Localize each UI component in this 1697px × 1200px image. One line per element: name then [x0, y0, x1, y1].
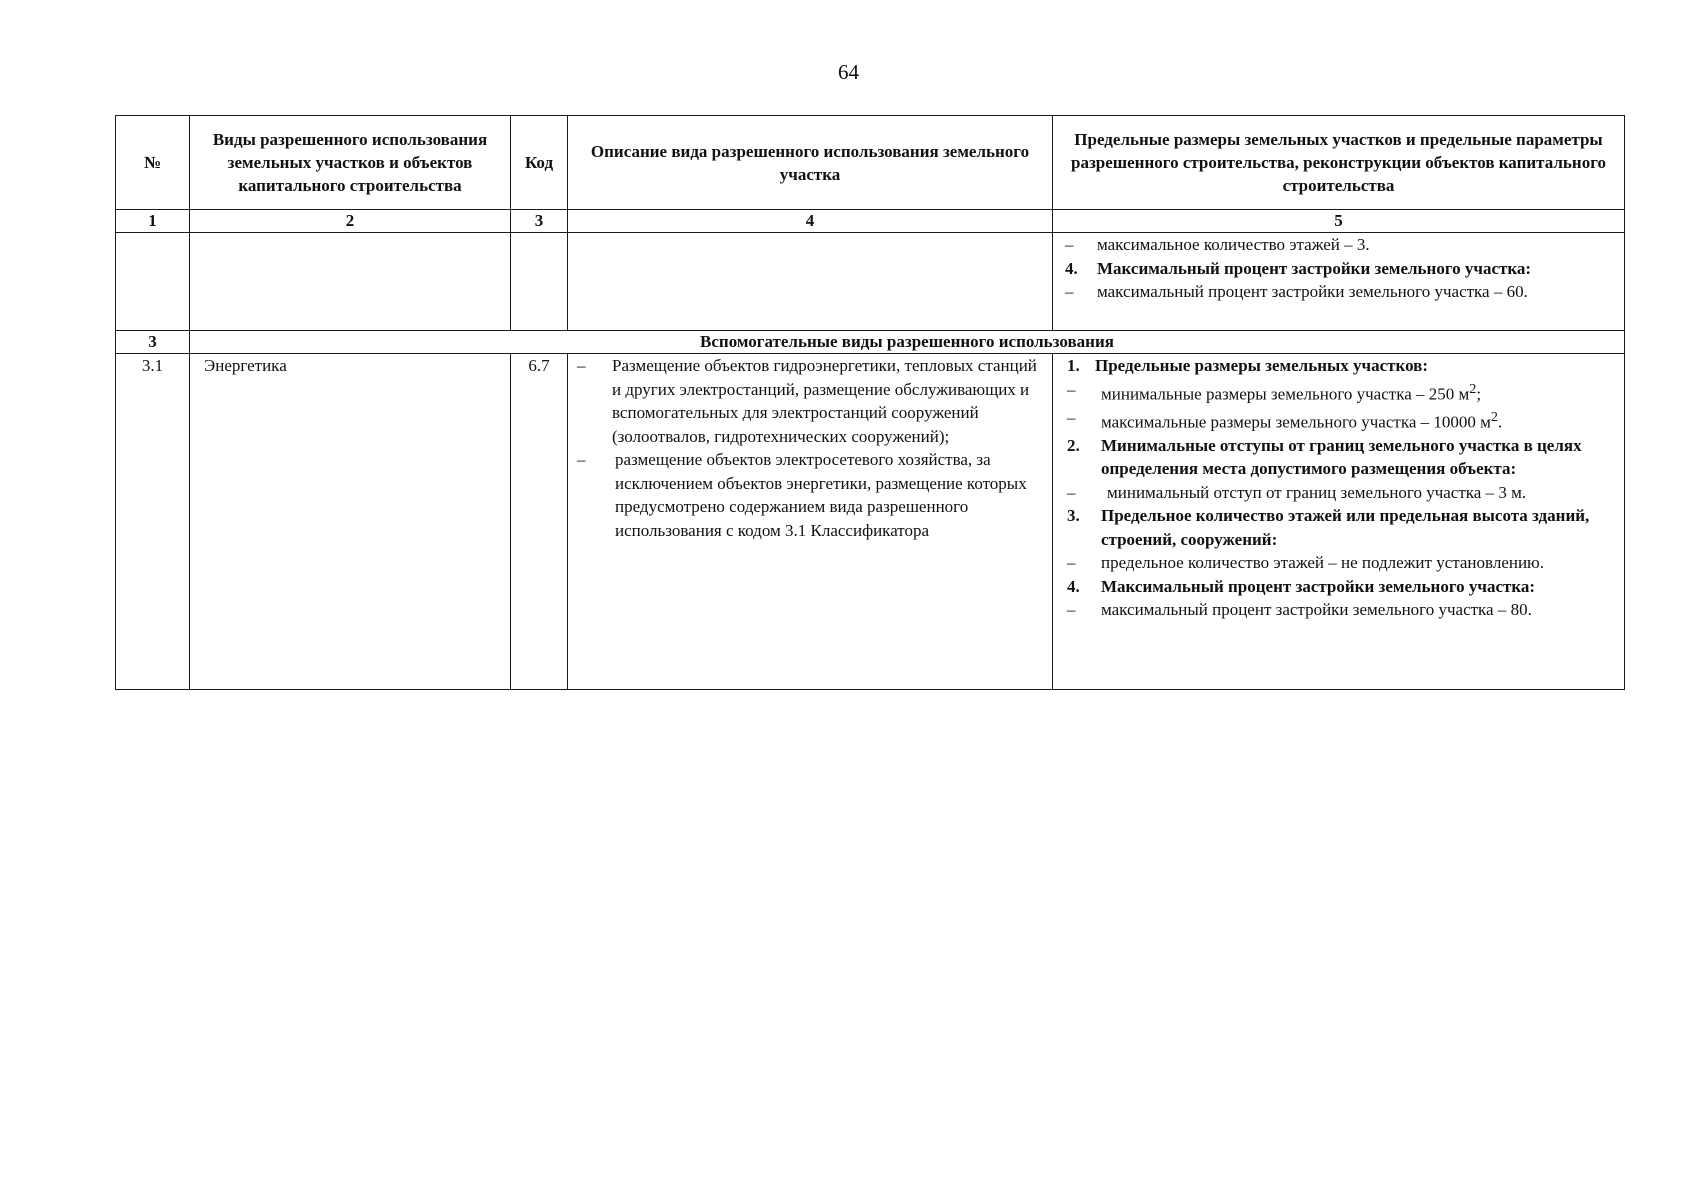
- row-use-name: Энергетика: [190, 354, 511, 690]
- description-item: [572, 448, 1048, 542]
- param-text: минимальные размеры земельного участка – 250 м: [1101, 384, 1470, 404]
- list-marker: 1.: [1067, 356, 1080, 375]
- param-text: Минимальные отступы от границ земельного участка в целях определения места допустимого размещения объекта:: [1101, 435, 1582, 479]
- param-item: [1057, 406, 1620, 434]
- description-text: Размещение объектов гидроэнергетики, тепловых станций и других электростанций, размещение обслуживающих и вспомогательных для электростанций сооружений (золоотвалов, гидротехнических сооружений);: [612, 356, 1037, 446]
- section-number: 3: [116, 331, 190, 354]
- param-text: предельное количество этажей – не подлежит установлению.: [1101, 553, 1545, 573]
- list-marker: 3.: [1067, 506, 1080, 526]
- list-marker: 4.: [1065, 258, 1078, 278]
- param-item: [1057, 551, 1620, 575]
- description-item: [572, 354, 1048, 448]
- superscript: 2: [1469, 380, 1477, 397]
- cell-empty: [511, 233, 568, 331]
- section-row: [116, 331, 1625, 354]
- header-use-types: Виды разрешенного использования земельных участков и объектов капитального строительства: [190, 116, 511, 210]
- param-item: [1057, 598, 1620, 622]
- header-description: Описание вида разрешенного использования земельного участка: [568, 116, 1053, 210]
- list-marker: –: [577, 450, 586, 469]
- param-text: Максимальный процент застройки земельного участка:: [1101, 576, 1536, 596]
- param-item: [1057, 481, 1620, 505]
- description-text: размещение объектов электросетевого хозяйства, за исключением объектов энергетики, размещение которых предусмотрено содержанием вида разрешенного использования с кодом 3.1 Классификатора: [615, 450, 1027, 540]
- param-heading: [1057, 434, 1620, 481]
- header-parameters: Предельные размеры земельных участков и предельные параметры разрешенного строительства, реконструкции объектов капитального строительства: [1053, 116, 1625, 210]
- list-marker: –: [1065, 235, 1074, 254]
- table-header-row: [116, 116, 1625, 210]
- section-title: Вспомогательные виды разрешенного использования: [190, 331, 1625, 354]
- param-text: максимальный процент застройки земельного участка – 80.: [1101, 600, 1532, 620]
- param-text: Максимальный процент застройки земельного участка:: [1097, 258, 1532, 278]
- superscript: 2: [1490, 408, 1498, 425]
- param-text: максимальный процент застройки земельного участка – 60.: [1097, 282, 1528, 301]
- param-item: [1057, 378, 1620, 406]
- row-code: 6.7: [511, 354, 568, 690]
- header-code: Код: [511, 116, 568, 210]
- page-number: 64: [838, 60, 859, 84]
- continuation-row: [116, 233, 1625, 331]
- cell-params-continued: [1053, 233, 1625, 331]
- param-text: Предельное количество этажей или предельная высота зданий, строений, сооружений:: [1101, 506, 1590, 549]
- list-marker: –: [1067, 553, 1076, 573]
- header-number: №: [116, 116, 190, 210]
- list-marker: –: [1065, 282, 1074, 301]
- list-marker: –: [1067, 407, 1076, 427]
- param-text: максимальное количество этажей – 3.: [1097, 235, 1370, 254]
- table-row: [116, 354, 1625, 690]
- param-item: [1057, 233, 1620, 257]
- column-numbers-row: [116, 210, 1625, 233]
- land-use-table: [115, 115, 1625, 690]
- param-text-end: .: [1497, 412, 1503, 432]
- param-heading: [1057, 575, 1620, 599]
- row-number: 3.1: [116, 354, 190, 690]
- param-text-end: ;: [1476, 384, 1482, 404]
- param-heading: [1057, 257, 1620, 281]
- cell-empty: [116, 233, 190, 331]
- list-marker: 2.: [1067, 435, 1080, 455]
- param-text: Предельные размеры земельных участков:: [1095, 356, 1429, 375]
- column-number: 2: [190, 210, 511, 233]
- param-text: максимальные размеры земельного участка – 10000 м: [1101, 412, 1491, 432]
- cell-empty: [190, 233, 511, 331]
- list-marker: –: [1067, 600, 1076, 620]
- list-marker: –: [1067, 482, 1076, 502]
- column-number: 3: [511, 210, 568, 233]
- param-heading: [1057, 354, 1620, 378]
- param-item: [1057, 280, 1620, 304]
- column-number: 4: [568, 210, 1053, 233]
- column-number: 5: [1053, 210, 1625, 233]
- param-text: минимальный отступ от границ земельного участка – 3 м.: [1107, 482, 1527, 502]
- list-marker: –: [1067, 379, 1076, 399]
- row-parameters: [1053, 354, 1625, 690]
- list-marker: 4.: [1067, 576, 1080, 596]
- param-heading: [1057, 504, 1620, 551]
- cell-empty: [568, 233, 1053, 331]
- column-number: 1: [116, 210, 190, 233]
- list-marker: –: [577, 356, 586, 375]
- row-description: [568, 354, 1053, 690]
